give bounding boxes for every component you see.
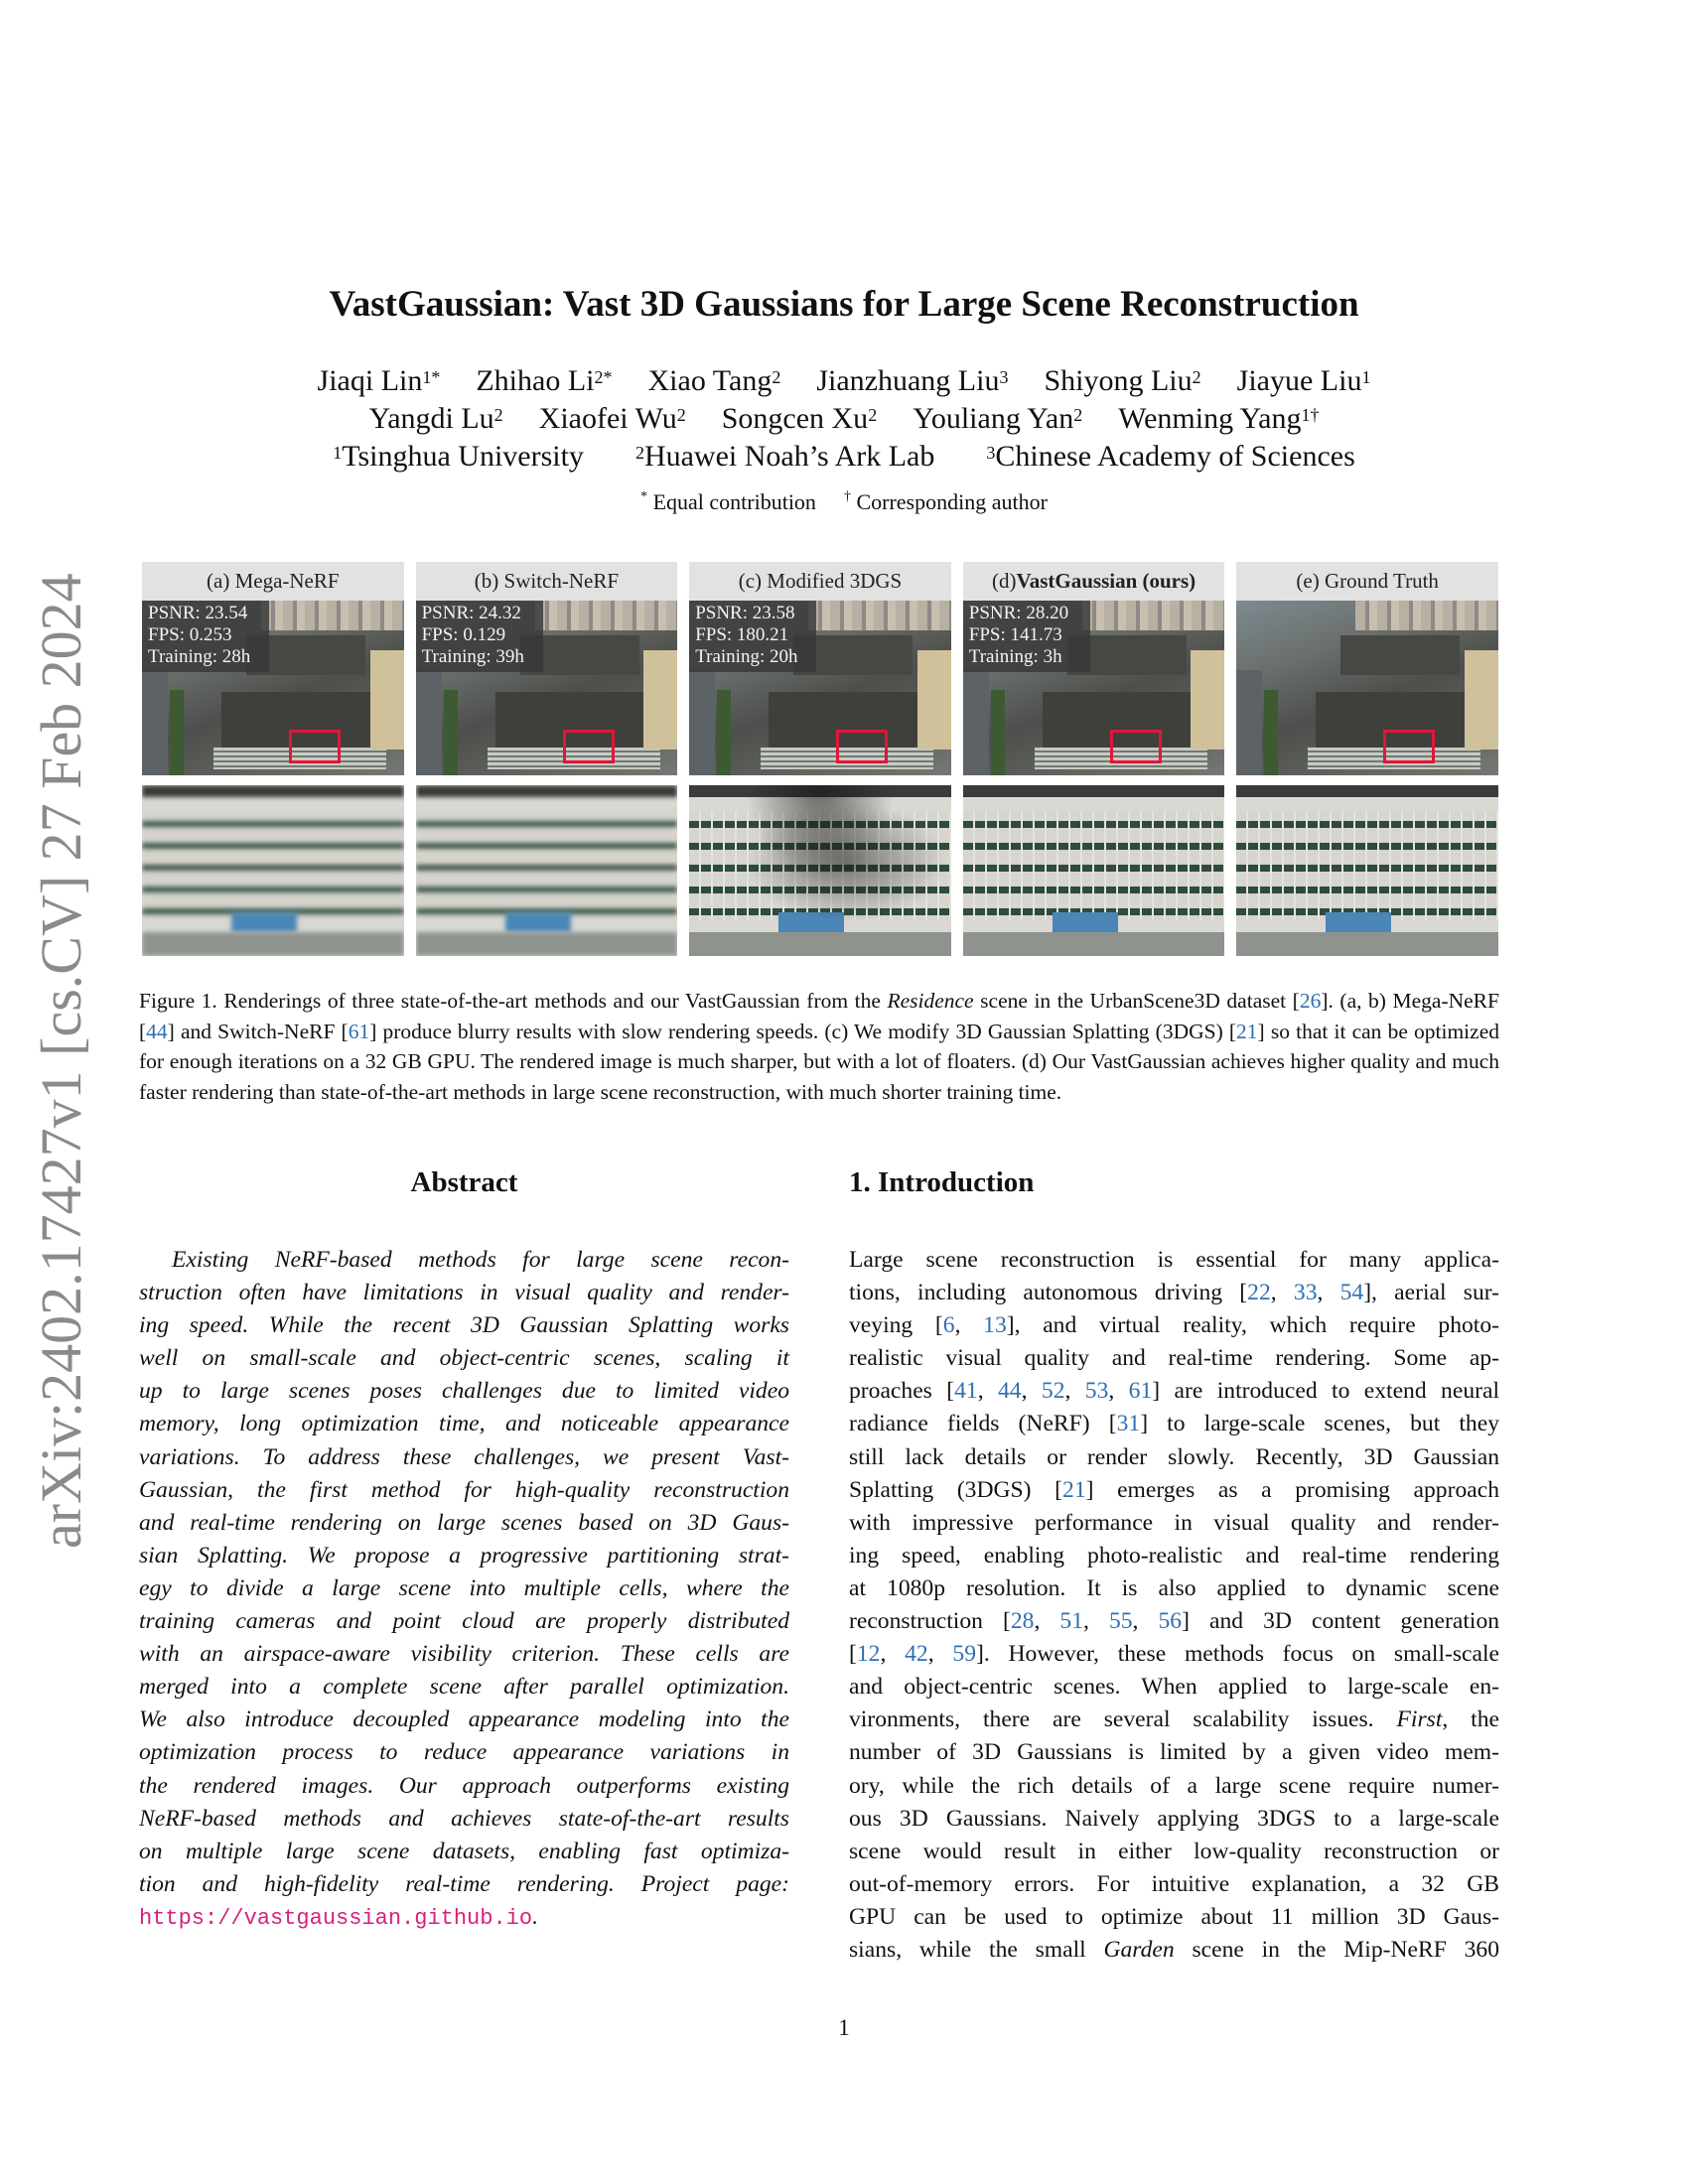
authors-line-2 [0, 400, 1688, 438]
introduction-line: veying [6, 13], and virtual reality, which require photo- [849, 1312, 1499, 1339]
citation-link[interactable]: 61 [1128, 1378, 1153, 1405]
author-name: Zhihao $Li^{2*}$ [476, 364, 613, 397]
abstract-line: NeRF-based methods and achieves state-of-the-art results [139, 1805, 789, 1832]
figure-panel [142, 562, 404, 957]
introduction-line: still lack details or render slowly. Recently, 3D Gaussian [849, 1443, 1499, 1470]
abstract-line: on multiple large scene datasets, enabling fast optimiza- [139, 1838, 789, 1864]
abstract-line: merged into a complete scene after parallel optimization. [139, 1674, 789, 1701]
figure-panel [689, 562, 951, 957]
zoom-region-box [1110, 730, 1162, 763]
citation-link[interactable]: 56 [1158, 1608, 1183, 1635]
training-time: Training: 3h [968, 646, 1062, 667]
affiliation: $^1$Tsinghua University [333, 440, 584, 473]
abstract-body [139, 1244, 789, 1935]
citation-link[interactable]: 42 [905, 1641, 928, 1668]
introduction-line: Large scene reconstruction is essential for many applica- [849, 1247, 1499, 1273]
author-affiliation-mark: 2 [1192, 367, 1201, 387]
metrics-overlay [689, 601, 816, 672]
citation-link[interactable]: 44 [998, 1378, 1022, 1405]
panel-label: (c) Modified 3DGS [689, 562, 951, 601]
author-name: Shiyong Liu$^2$ [1044, 364, 1201, 397]
page-number: 1 [838, 2015, 850, 2040]
introduction-line: scene would result in either low-quality reconstruction or [849, 1838, 1499, 1864]
zoomed-crop-image [416, 785, 678, 956]
introduction-line: radiance fields (NeRF) [31] to large-scale scenes, but they [849, 1411, 1499, 1437]
panel-label: (e) Ground Truth [1236, 562, 1498, 601]
abstract-line: tion and high-fidelity real-time rendering. Project page: [139, 1870, 789, 1897]
citation-link[interactable]: 12 [856, 1641, 881, 1668]
author-affiliation-mark: 2 [1073, 405, 1083, 425]
abstract-line: struction often have limitations in visual quality and render- [139, 1280, 789, 1306]
training-time: Training: 39h [421, 646, 524, 667]
aerial-rendering-image [963, 601, 1225, 775]
note-symbol: * [640, 489, 648, 504]
fps-value: FPS: 180.21 [695, 624, 789, 645]
affiliation: $^2$Huawei Noah’s Ark Lab [634, 440, 935, 473]
introduction-line: and object-centric scenes. When applied to large-scale en- [849, 1674, 1499, 1701]
introduction-line: proaches [41, 44, 52, 53, 61] are introduced to extend neural [849, 1378, 1499, 1405]
author-name: Jiaqi Lin$^{1*}$ [317, 364, 441, 397]
abstract-line: up to large scenes poses challenges due to limited video [139, 1378, 789, 1405]
zoom-region-box [1383, 730, 1435, 763]
zoomed-crop-image [142, 785, 404, 956]
citation-link[interactable]: 41 [954, 1378, 978, 1405]
citation-link[interactable]: 59 [952, 1641, 976, 1668]
citation-link[interactable]: 44 [146, 1019, 168, 1043]
zoomed-crop-image [963, 785, 1225, 956]
authors-line-1 [0, 362, 1688, 400]
arxiv-stamp: arXiv:2402.17427v1 [cs.CV] 27 Feb 2024 [29, 573, 93, 1549]
figure-panel [963, 562, 1225, 957]
abstract-line: with an airspace-aware visibility criterion. These cells are [139, 1641, 789, 1668]
citation-link[interactable]: 21 [1062, 1476, 1086, 1503]
author-name: Xiao Tang$^2$ [647, 364, 781, 397]
citation-link[interactable]: 53 [1084, 1378, 1109, 1405]
fps-value: FPS: 0.253 [148, 624, 232, 645]
emphasis: First [1396, 1706, 1443, 1733]
psnr-value: PSNR: 23.54 [148, 603, 248, 623]
introduction-column [849, 1155, 1499, 1967]
figure-panel [1236, 562, 1498, 957]
affiliations-line [0, 438, 1688, 476]
panel-method-name: VastGaussian (ours) [1016, 569, 1196, 593]
zoomed-crop-image [1236, 785, 1498, 956]
abstract-line: Gaussian, the first method for high-quality reconstruction [139, 1476, 789, 1503]
introduction-line: with impressive performance in visual quality and render- [849, 1509, 1499, 1536]
abstract-line: optimization process to reduce appearance variations in [139, 1739, 789, 1766]
footnote-marker: * Equal contribution [640, 489, 816, 514]
abstract-heading: Abstract [410, 1166, 518, 1198]
abstract-column [139, 1155, 789, 1935]
aerial-rendering-image [142, 601, 404, 775]
author-name: Yangdi Lu$^2$ [368, 402, 503, 435]
citation-link[interactable]: 21 [1236, 1019, 1258, 1043]
introduction-line: Splatting (3DGS) [21] emerges as a promising approach [849, 1476, 1499, 1503]
introduction-line: at 1080p resolution. It is also applied to dynamic scene [849, 1574, 1499, 1601]
zoom-region-box [563, 730, 615, 763]
metrics-overlay [142, 601, 269, 672]
citation-link[interactable]: 13 [983, 1312, 1007, 1339]
paper-title: VastGaussian: Vast 3D Gaussians for Large Scene Reconstruction [329, 284, 1359, 325]
citation-link[interactable]: 28 [1010, 1608, 1035, 1635]
introduction-line: ing speed, enabling photo-realistic and real-time rendering [849, 1542, 1499, 1569]
introduction-line: out-of-memory errors. For intuitive explanation, a 32 GB [849, 1870, 1499, 1897]
training-time: Training: 28h [148, 646, 251, 667]
author-affiliation-mark: 2* [594, 367, 613, 387]
citation-link[interactable]: 51 [1059, 1608, 1083, 1635]
abstract-line: well on small-scale and object-centric scenes, scaling it [139, 1345, 789, 1372]
citation-link[interactable]: 33 [1293, 1280, 1318, 1306]
abstract-line: memory, long optimization time, and noticeable appearance [139, 1411, 789, 1437]
introduction-line: tions, including autonomous driving [22, 33, 54], aerial sur- [849, 1280, 1500, 1306]
figure-caption: Figure 1. Renderings of three state-of-the-art methods and our VastGaussian from the Residence scene in the UrbanScene3D dataset [26]. (a, b) Mega-NeRF [44] and Switch-NeRF [61] produce blurry results with slow rendering speeds. (c) We modify 3D Gaussian Splatting (3DGS) [21] so that it can be optimized for enough iterations on a 32 GB GPU. The rendered image is much sharper, but with a lot of floaters. (d) Our VastGaussian achieves higher quality and much faster rendering than state-of-the-art methods in large scene reconstruction, with much shorter training time. [139, 989, 1499, 1104]
citation-link[interactable]: 61 [348, 1019, 370, 1043]
panel-label: (b) Switch-NeRF [416, 562, 678, 601]
affiliation-index: 2 [634, 443, 644, 463]
author-name: Wenming Yang$^{1\dagger}$ [1118, 402, 1320, 435]
zoom-region-box [289, 730, 341, 763]
author-affiliation-mark: 2 [772, 367, 781, 387]
author-name: Youliang Yan$^2$ [913, 402, 1083, 435]
author-name: Jianzhuang Liu$^3$ [816, 364, 1009, 397]
abstract-line: https://vastgaussian.github.io. [139, 1903, 538, 1931]
introduction-line: ory, while the rich details of a large scene require numer- [849, 1772, 1499, 1799]
author-affiliation-mark: 2 [493, 405, 503, 425]
author-name: Xiaofei Wu$^2$ [538, 402, 686, 435]
metrics-overlay [963, 601, 1090, 672]
panel-label: (a) Mega-NeRF [142, 562, 404, 601]
introduction-body [849, 1244, 1499, 1967]
note-symbol: † [843, 489, 851, 504]
introduction-line: sians, while the small Garden scene in the Mip-NeRF 360 [849, 1936, 1499, 1963]
introduction-line: number of 3D Gaussians is limited by a given video mem- [849, 1739, 1499, 1766]
citation-link[interactable]: 6 [942, 1312, 955, 1339]
author-affiliation-mark: 1 [1361, 367, 1371, 387]
citation-link[interactable]: 26 [1299, 989, 1322, 1013]
abstract-line: variations. To address these challenges, we present Vast- [139, 1443, 789, 1470]
introduction-line: GPU can be used to optimize about 11 million 3D Gaus- [849, 1903, 1499, 1930]
affiliation-index: 1 [333, 443, 343, 463]
author-affiliation-mark: 3 [999, 367, 1009, 387]
introduction-heading: 1. Introduction [849, 1166, 1035, 1198]
aerial-rendering-image [416, 601, 678, 775]
emphasis: Garden [1103, 1936, 1175, 1963]
author-name: Songcen Xu$^2$ [721, 402, 878, 435]
author-affiliation-mark: 1† [1301, 405, 1320, 425]
fps-value: FPS: 0.129 [421, 624, 506, 645]
citation-link[interactable]: 31 [1116, 1411, 1141, 1437]
introduction-line: reconstruction [28, 51, 55, 56] and 3D content generation [849, 1608, 1500, 1635]
footnote-marker: † Corresponding author [843, 489, 1048, 514]
introduction-line: vironments, there are several scalability issues. First, the [849, 1706, 1500, 1733]
psnr-value: PSNR: 24.32 [421, 603, 521, 623]
affiliation-index: 3 [986, 443, 996, 463]
metrics-overlay [416, 601, 543, 672]
author-affiliation-mark: 2 [868, 405, 878, 425]
abstract-line: and real-time rendering on large scenes based on 3D Gaus- [139, 1509, 789, 1536]
abstract-line: We also introduce decoupled appearance modeling into the [139, 1706, 789, 1733]
aerial-rendering-image [689, 601, 951, 775]
citation-link[interactable]: 55 [1108, 1608, 1133, 1635]
author-block [0, 362, 1688, 476]
introduction-line: [12, 42, 59]. However, these methods focus on small-scale [849, 1641, 1500, 1668]
abstract-line: egy to divide a large scene into multiple cells, where the [139, 1574, 789, 1601]
aerial-rendering-image [1236, 601, 1498, 775]
training-time: Training: 20h [695, 646, 798, 667]
psnr-value: PSNR: 28.20 [968, 603, 1069, 623]
abstract-line: sian Splatting. We propose a progressive partitioning strat- [139, 1542, 789, 1569]
introduction-line: realistic visual quality and real-time rendering. Some ap- [849, 1345, 1499, 1372]
author-affiliation-mark: 1* [422, 367, 441, 387]
citation-link[interactable]: 54 [1339, 1280, 1364, 1306]
author-name: Jiayue Liu$^1$ [1236, 364, 1371, 397]
citation-link[interactable]: 22 [1247, 1280, 1271, 1306]
abstract-line: Existing NeRF-based methods for large scene recon- [172, 1247, 789, 1273]
psnr-value: PSNR: 23.58 [695, 603, 795, 623]
zoomed-crop-image [689, 785, 951, 956]
introduction-line: ous 3D Gaussians. Naively applying 3DGS to a large-scale [849, 1805, 1499, 1832]
zoom-region-box [836, 730, 888, 763]
citation-link[interactable]: 52 [1041, 1378, 1065, 1405]
panel-label: (d) VastGaussian (ours) [963, 562, 1225, 601]
figure-1 [142, 562, 1498, 957]
author-affiliation-mark: 2 [676, 405, 686, 425]
fps-value: FPS: 141.73 [968, 624, 1062, 645]
abstract-line: training cameras and point cloud are properly distributed [139, 1608, 789, 1635]
affiliation: $^3$Chinese Academy of Sciences [986, 440, 1355, 473]
abstract-line: ing speed. While the recent 3D Gaussian Splatting works [139, 1312, 789, 1339]
author-notes [0, 489, 1688, 515]
figure-panel [416, 562, 678, 957]
abstract-line: the rendered images. Our approach outperforms existing [139, 1772, 789, 1799]
project-page-link[interactable]: https://vastgaussian.github.io [139, 1905, 533, 1931]
